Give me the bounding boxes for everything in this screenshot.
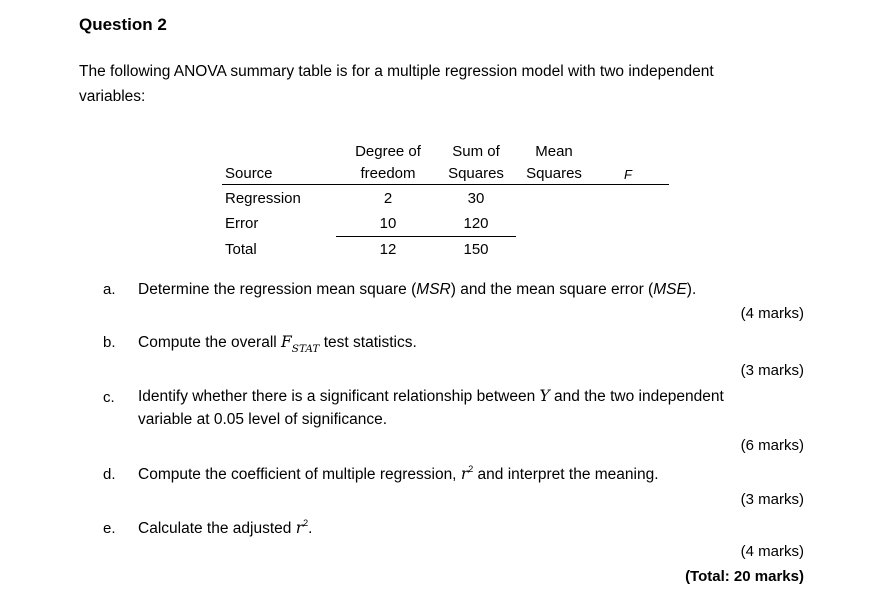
header-df-line1: Degree of: [355, 143, 421, 160]
row-source: Error: [225, 215, 259, 232]
total-marks: (Total: 20 marks): [685, 568, 804, 585]
row-source: Regression: [225, 190, 301, 207]
part-b-text-pre: Compute the overall: [138, 334, 282, 351]
r-exponent: 2: [468, 464, 474, 474]
part-d-marks: (3 marks): [740, 491, 804, 508]
part-c-letter: c.: [103, 389, 115, 406]
header-f: F: [624, 167, 632, 182]
header-ms-line2: Squares: [526, 165, 582, 182]
intro-line-2: variables:: [79, 88, 146, 105]
part-a-text: [138, 279, 696, 301]
row-df: 12: [379, 241, 397, 258]
part-b-text: [138, 331, 417, 355]
part-d-letter: d.: [103, 466, 116, 483]
part-b-text-end: test statistics.: [319, 334, 417, 351]
row-df: 2: [383, 190, 393, 207]
part-e-text-end: .: [308, 520, 313, 537]
f-subscript: STAT: [291, 343, 320, 355]
header-source: Source: [225, 165, 273, 182]
header-rule: [222, 184, 669, 185]
part-c-text-pre: Identify whether there is a significant relationship between: [138, 388, 540, 405]
part-e-letter: e.: [103, 520, 116, 537]
msr-term: MSR: [416, 281, 451, 298]
part-d-text-pre: Compute the coefficient of multiple regression,: [138, 466, 461, 483]
question-title: Question 2: [79, 15, 167, 34]
part-b-marks: (3 marks): [740, 362, 804, 379]
part-b-letter: b.: [103, 334, 116, 351]
r-exponent: 2: [303, 518, 309, 528]
row-df: 10: [379, 215, 397, 232]
mse-term: MSE: [653, 281, 687, 298]
row-ss: 30: [467, 190, 485, 207]
header-ss-line2: Squares: [448, 165, 504, 182]
part-a-letter: a.: [103, 281, 116, 298]
row-ss: 150: [463, 241, 489, 258]
intro-line-1: The following ANOVA summary table is for a multiple regression model with two independent: [79, 63, 714, 80]
part-c-text-end: and the two independent: [549, 388, 724, 405]
part-c-text: [138, 385, 724, 408]
total-rule: [336, 236, 516, 237]
part-a-text-mid: ) and the mean square error (: [450, 281, 654, 298]
r-symbol: r: [460, 465, 469, 483]
part-d-text: [138, 463, 659, 487]
y-symbol: Y: [539, 387, 550, 405]
part-d-text-end: and interpret the meaning.: [473, 466, 659, 483]
part-a-text-pre: Determine the regression mean square (: [138, 281, 417, 298]
r-symbol: r: [295, 519, 304, 537]
row-source: Total: [225, 241, 257, 258]
part-e-marks: (4 marks): [740, 543, 804, 560]
header-ss-line1: Sum of: [452, 143, 500, 160]
part-a-marks: (4 marks): [740, 305, 804, 322]
f-symbol: F: [281, 333, 292, 351]
part-c-line-2: variable at 0.05 level of significance.: [138, 411, 388, 428]
part-e-text: [138, 517, 312, 541]
part-c-marks: (6 marks): [740, 437, 804, 454]
part-e-text-pre: Calculate the adjusted: [138, 520, 296, 537]
row-ss: 120: [463, 215, 489, 232]
part-a-text-end: ).: [686, 281, 697, 298]
header-ms-line1: Mean: [535, 143, 573, 160]
header-df-line2: freedom: [360, 165, 416, 182]
